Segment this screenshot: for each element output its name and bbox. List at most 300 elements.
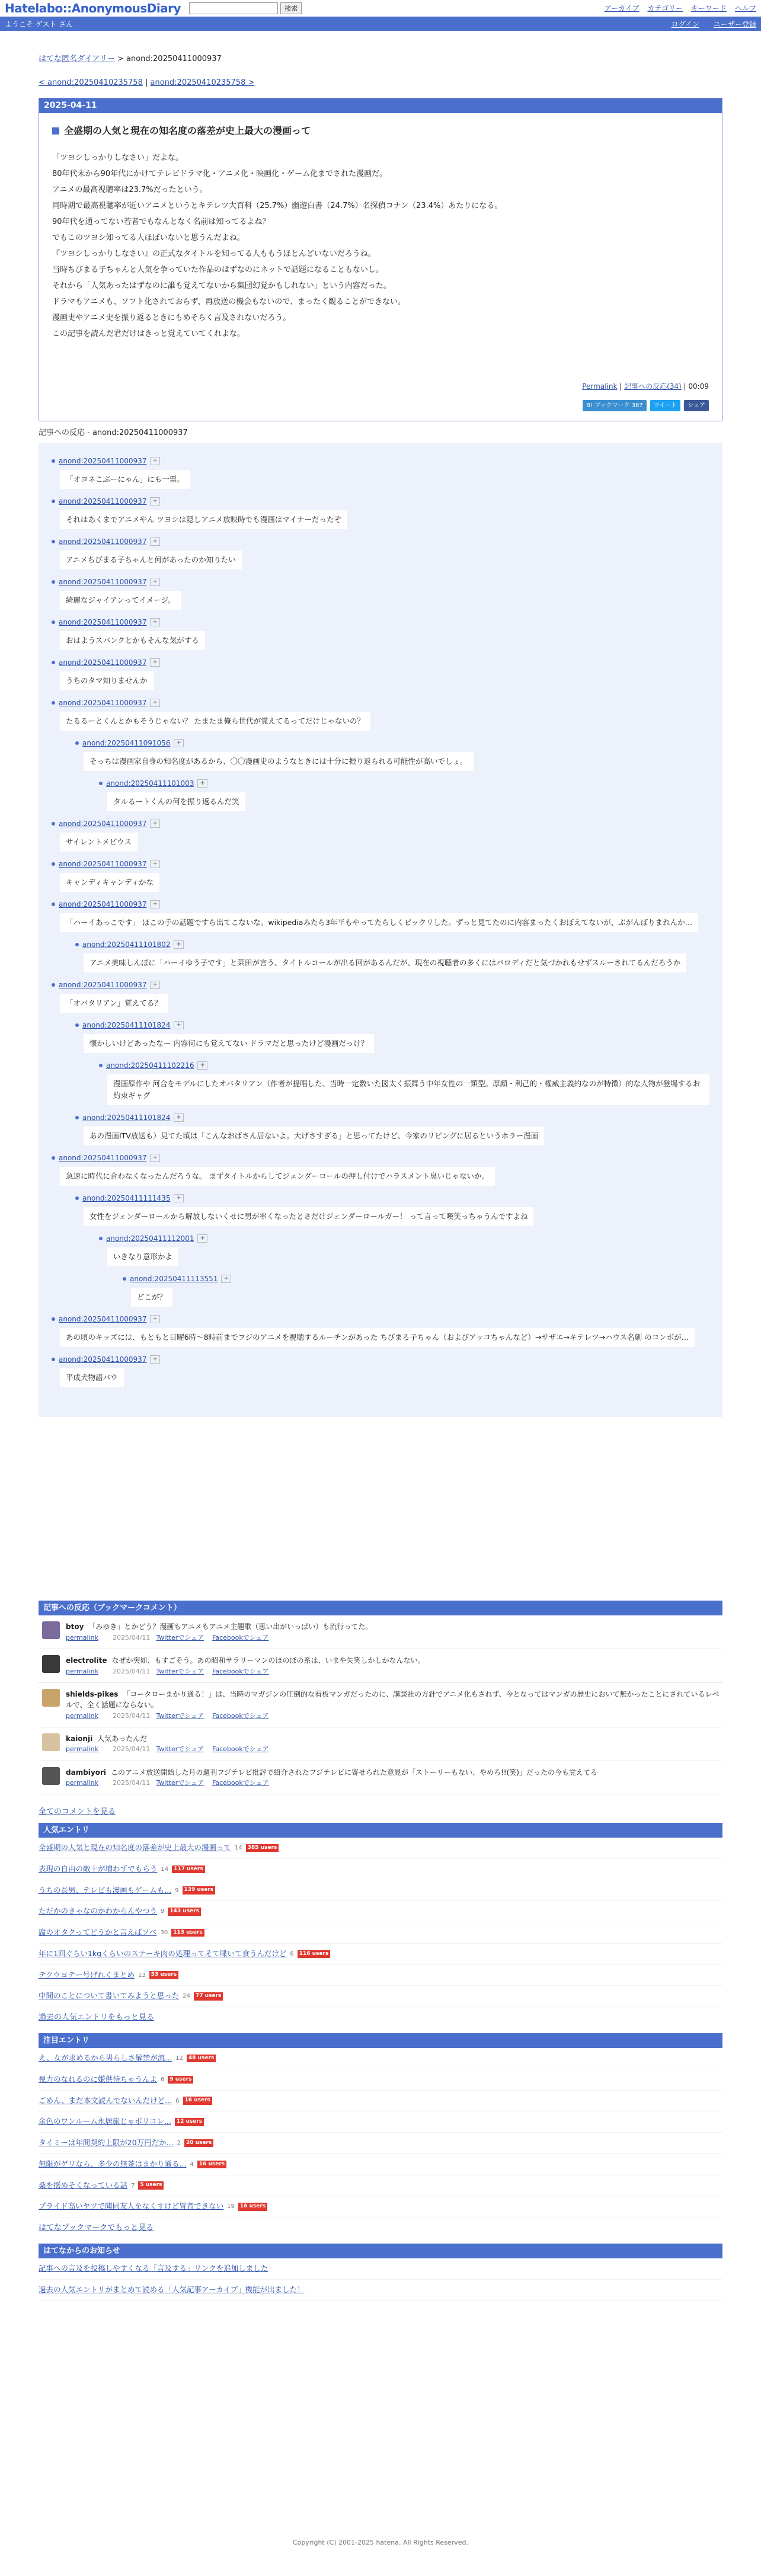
entry-list-item [39, 1944, 722, 1965]
entry-paragraph: ドラマもアニメも、ソフト化されておらず、再放送の機会もないので、まったく観ることができない。 [52, 297, 406, 307]
bookmark-user[interactable]: btoy [66, 1623, 84, 1631]
add-reaction-icon[interactable]: + [150, 1315, 159, 1323]
bookmark-meta [66, 1744, 277, 1754]
bookmark-comments [39, 1601, 722, 1818]
entry-title-text[interactable]: 全盛期の人気と現在の知名度の落差が史上最大の漫画って [64, 125, 311, 136]
entry-list-link[interactable]: 年に1回ぐらい1kgくらいのステーキ肉の処理ってそて喋いて食うんだけど [39, 1948, 287, 1958]
bookmark-date: 2025/04/11 [113, 1711, 151, 1720]
bullet-icon [75, 1196, 79, 1200]
reaction-body: あの漫画ITV放送も）見てた頃は「こんなおばさん居ないよ。大げさすぎる」と思ってたけど、今家のリビングに居るというホラー漫画 [84, 1127, 544, 1145]
bookmark-facebook-share[interactable]: Facebookでシェア [212, 1633, 269, 1641]
nav-archive[interactable]: アーカイブ [604, 4, 640, 12]
comment-count: 6 [161, 2076, 165, 2083]
users-badge[interactable]: 48 users [187, 2055, 216, 2063]
bookmark-comment: 人気あったんだ [97, 1734, 148, 1743]
entry [39, 98, 722, 421]
search-button[interactable]: 検索 [280, 2, 302, 14]
bookmark-item [39, 1683, 722, 1727]
reaction-link[interactable]: anond:20250411000937 [59, 577, 147, 586]
bookmark-twitter-share[interactable]: Twitterでシェア [156, 1633, 204, 1641]
comment-count: 4 [190, 2161, 194, 2168]
reaction-link[interactable]: anond:20250411101824 [82, 1113, 171, 1122]
notice-link[interactable]: 記事への言及を投稿しやすくなる「言及する」リンクを追加しました [39, 2264, 268, 2273]
reaction-body: キャンディキャンディかな [60, 873, 159, 892]
copyright: Copyright (C) 2001-2025 hatena. All Rights Reserved. [293, 2538, 468, 2546]
add-reaction-icon[interactable]: + [150, 699, 159, 707]
entry-body [52, 150, 709, 342]
reaction-body: たるるーとくんとかもそうじゃない？ たまたま俺ら世代が覚えてるってだけじゃないの？ [60, 712, 370, 731]
reaction-header [52, 980, 709, 990]
reaction-item [52, 577, 709, 610]
entry-footer [52, 381, 709, 392]
reaction-body: サイレントメビウス [60, 833, 138, 852]
bookmark-user[interactable]: shields-pikes [66, 1689, 119, 1698]
reactions-link[interactable]: 記事への反応(34) [624, 382, 682, 391]
bookmark-comment: 「コータローまかり通る！」は、当時のマガジンの圧倒的な看板マンガだったのに、講談社の方針でアニメ化もされず、今となってはマンガの歴史において無かったことにされているレベルで、全く話題にならない。 [66, 1689, 720, 1710]
reaction-header [99, 1233, 709, 1244]
bookmark-facebook-share[interactable]: Facebookでシェア [212, 1667, 269, 1675]
breadcrumb-home[interactable]: はてな匿名ダイアリー [39, 55, 115, 63]
reaction-body: 「オヨネこぶーにゃん」にも一票。 [60, 470, 190, 489]
hot-entries [39, 2033, 722, 2239]
bookmark-meta [66, 1666, 425, 1676]
bookmark-facebook-share[interactable]: Facebookでシェア [212, 1745, 269, 1753]
users-badge[interactable]: 53 users [149, 1971, 178, 1979]
footer-separator: | [617, 382, 625, 391]
add-reaction-icon[interactable]: + [174, 1021, 183, 1029]
bookmark-twitter-share[interactable]: Twitterでシェア [156, 1711, 204, 1720]
breadcrumb-current: > anond:20250411000937 [117, 55, 222, 63]
add-reaction-icon[interactable]: + [197, 1061, 207, 1070]
main-content [39, 53, 722, 2559]
reaction-header [52, 536, 709, 547]
reaction-header [52, 617, 709, 628]
entry-title [52, 124, 709, 138]
users-badge[interactable]: 116 users [298, 1950, 331, 1959]
add-reaction-icon[interactable]: + [174, 1194, 183, 1202]
bullet-icon [99, 1064, 103, 1067]
entry-list-item [39, 2048, 722, 2069]
entry-time: 00:09 [688, 382, 709, 391]
bookmark-body [66, 1621, 372, 1643]
entry-list-link[interactable]: 中間のことについて書いてみようと思った [39, 1991, 180, 2001]
reaction-body: そっちは漫画家自身の知名度があるから、〇〇漫画史のようなときには十分に振り返られる可能性が高いでしょ。 [84, 752, 474, 771]
reaction-link[interactable]: anond:20250411000937 [59, 1153, 147, 1162]
reaction-link[interactable]: anond:20250411000937 [59, 1314, 147, 1323]
add-reaction-icon[interactable]: + [150, 860, 159, 868]
bookmark-item [39, 1615, 722, 1649]
reaction-link[interactable]: anond:20250411111435 [82, 1193, 171, 1202]
reaction-body: あの頃のキッズには、もともと日曜6時〜8時前までフジのアニメを視聴するルーチンがあった ちびまる子ちゃん（およびアッコちゃんなど）→サザエ→キテレツ→ハウス名劇 のコンボが… [60, 1328, 695, 1347]
reaction-body: どこが？ [131, 1288, 172, 1307]
add-reaction-icon[interactable]: + [150, 1355, 159, 1364]
add-reaction-icon[interactable]: + [174, 739, 183, 747]
reaction-link[interactable]: anond:20250411000937 [59, 658, 147, 667]
popular-more-link[interactable]: 過去の人気エントリをもっと見る [39, 2013, 155, 2023]
bullet-icon [52, 580, 55, 584]
reaction-item [99, 1060, 709, 1105]
users-badge[interactable]: 143 users [168, 1908, 201, 1916]
bullet-icon [123, 1277, 126, 1281]
entry-paragraph: 漫画史やアニメ史を振り返るときにもめそらく言及されないだろう。 [52, 313, 291, 323]
reactions-list [39, 443, 722, 1417]
entry-list-item [39, 1880, 722, 1902]
comment-count: 24 [183, 1993, 190, 2000]
entry-list-link[interactable]: ただかのきゃなのかわからんやつう [39, 1906, 158, 1916]
reaction-link[interactable]: anond:20250411091056 [82, 738, 171, 747]
reaction-item [75, 738, 709, 771]
users-badge[interactable]: 16 users [197, 2161, 226, 2169]
users-badge[interactable]: 385 users [246, 1844, 279, 1852]
title-square-icon [52, 127, 59, 135]
bookmark-permalink[interactable]: permalink [66, 1711, 98, 1720]
bullet-icon [52, 1317, 55, 1321]
reaction-item [75, 1112, 709, 1145]
bookmark-permalink[interactable]: permalink [66, 1745, 98, 1753]
add-reaction-icon[interactable]: + [174, 940, 183, 949]
entry-list-item [39, 2196, 722, 2217]
bookmark-line [66, 1733, 277, 1745]
reaction-body: 漫画原作や 河合をモデルにしたオバタリアン（作者が提唱した、当時一定数いた図太く振舞う中年女性の一類型。厚顔・利己的・権威主義的なのが特徴）的な人物が登場するお約束ギャグ [107, 1074, 709, 1105]
bookmark-facebook-share[interactable]: Facebookでシェア [212, 1779, 269, 1787]
entry-paragraph: 「ツヨシしっかりしなさい」だよな。 [52, 153, 184, 162]
permalink-link[interactable]: Permalink [582, 382, 618, 391]
entry-paragraph: 同時期で最高視聴率が近いアニメというとキテレツ大百科（25.7%）幽遊白書（24.7%）名探偵コナン（23.4%）あたりになる。 [52, 201, 503, 211]
bookmark-comment: このアニメ放送開始した月の週刊フジテレビ批評で紹介されたフジテレビに寄せられた意見が「ストーリーもない、やめろ!!(笑)」だったの今も覚えてる [111, 1768, 597, 1777]
popular-heading: 人気エントリ [39, 1823, 722, 1838]
see-all-comments-link[interactable]: 全てのコメントを見る [39, 1807, 116, 1817]
reaction-header [75, 1020, 709, 1031]
entry-list-link[interactable]: え、女が求めるから男らしさ解禁が流... [39, 2053, 172, 2063]
avatar[interactable] [42, 1621, 60, 1639]
entry-paragraph: でもこのツヨシ知ってる人ほぼいないと思うんだよね。 [52, 233, 245, 243]
entry-paragraph: 『ツヨシしっかりしなさい』の正式なタイトルを知ってる人ももうほとんどいないだろうね。 [52, 249, 376, 259]
reaction-body: 平成犬物語バウ [60, 1368, 124, 1387]
users-badge[interactable]: 16 users [183, 2097, 212, 2105]
bookmark-twitter-share[interactable]: Twitterでシェア [156, 1667, 204, 1675]
hatena-bookmark-button[interactable]: B! ブックマーク 387 [583, 400, 647, 411]
notices [39, 2244, 722, 2301]
bookmark-comments-heading: 記事への反応（ブックマークコメント） [39, 1601, 722, 1616]
reaction-header [52, 1314, 709, 1324]
comment-count: 14 [161, 1865, 169, 1873]
hot-heading: 注目エントリ [39, 2033, 722, 2049]
reaction-header [52, 657, 709, 668]
reaction-link[interactable]: anond:20250411000937 [59, 980, 147, 989]
reaction-link[interactable]: anond:20250411101802 [82, 940, 171, 949]
tweet-button[interactable]: ツイート [650, 400, 681, 411]
pager-separator: | [142, 78, 151, 87]
reaction-link[interactable]: anond:20250411000937 [59, 617, 147, 626]
bullet-icon [52, 903, 55, 906]
bookmark-list [39, 1615, 722, 1794]
reaction-link[interactable]: anond:20250411112001 [106, 1234, 194, 1243]
avatar[interactable] [42, 1689, 60, 1707]
nav-help[interactable]: ヘルプ [734, 4, 756, 12]
bookmark-user[interactable]: dambiyori [66, 1768, 106, 1777]
entry-paragraph: 80年代末から90年代にかけてテレビドラマ化・アニメ化・映画化・ゲーム化までされた漫画だ。 [52, 169, 388, 179]
bookmark-body [66, 1733, 277, 1755]
bookmark-meta [66, 1633, 372, 1643]
bookmark-body [66, 1767, 597, 1788]
users-badge[interactable]: 12 users [175, 2118, 204, 2126]
reaction-link[interactable]: anond:20250411000937 [59, 900, 147, 908]
nav-keyword[interactable]: キーワード [690, 4, 727, 12]
top-nav [605, 3, 756, 14]
bullet-icon [52, 500, 55, 503]
bullet-icon [75, 1023, 79, 1027]
reaction-link[interactable]: anond:20250411000937 [59, 698, 147, 707]
bookmark-comment: 「みゆき」とかどう？漫画もアニメもアニメ主題歌（思い出がいっぱい）も流行ってた。 [88, 1623, 373, 1631]
users-badge[interactable]: 113 users [171, 1929, 204, 1937]
reaction-link[interactable]: anond:20250411000937 [59, 456, 147, 465]
pager [39, 77, 722, 89]
notices-heading: はてなからのお知らせ [39, 2244, 722, 2259]
comment-count: 30 [160, 1929, 168, 1937]
bullet-icon [52, 862, 55, 866]
reaction-link[interactable]: anond:20250411102216 [106, 1061, 194, 1070]
reaction-header [52, 818, 709, 829]
bookmark-line [66, 1655, 425, 1666]
reaction-body: アニメ美味しんぼに「ハーイゆう子です」と菜田が言う、タイトルコールが出る回があるんだが、現在の視聴者の多くにはパロディだと気づかれもせずスルーされてるんだろうか [84, 953, 686, 972]
reaction-header [52, 496, 709, 507]
reaction-item [52, 697, 709, 731]
bookmark-permalink[interactable]: permalink [66, 1667, 98, 1675]
entry-list-link[interactable]: ごめん、まだ本文読んでないんだけど... [39, 2095, 172, 2105]
entry-list-item [39, 1838, 722, 1859]
search-input[interactable] [189, 2, 278, 14]
comment-count: 2 [177, 2140, 181, 2147]
reaction-item [52, 1314, 709, 1347]
reaction-header [52, 577, 709, 587]
reaction-header [52, 1153, 709, 1163]
reaction-body: うちのタマ知りませんか [60, 671, 154, 690]
comment-count: 6 [175, 2097, 180, 2104]
entry-list-item [39, 1965, 722, 1986]
entry-list-item [39, 1901, 722, 1922]
add-reaction-icon[interactable]: + [197, 779, 207, 788]
add-reaction-icon[interactable]: + [221, 1275, 231, 1283]
bookmark-meta [66, 1778, 597, 1788]
reaction-item [99, 1233, 709, 1266]
reactions-heading: 記事への反応 - anond:20250411000937 [39, 428, 188, 438]
reaction-item [52, 1354, 709, 1387]
reaction-link[interactable]: anond:20250411000937 [59, 819, 147, 828]
entry-paragraph: 当時ちびまる子ちゃんと人気を争っていた作品のはずなのにネットで話題になることもないし。 [52, 265, 384, 275]
reaction-link[interactable]: anond:20250411000937 [59, 497, 147, 505]
comment-count: 7 [131, 2182, 135, 2189]
reaction-body: 女性をジェンダーロールから解放しないくせに男が率くなったとさだけジェンダーロールガー！ って言って嘆笑っちゃうんですよね [84, 1207, 533, 1226]
reaction-item [52, 899, 709, 932]
bullet-icon [75, 1116, 79, 1119]
entry-paragraph: それから「人気あったはずなのに誰も覚えてないから集団幻覚かもしれない」という内容だった。 [52, 281, 391, 291]
avatar[interactable] [42, 1655, 60, 1673]
bookmark-date: 2025/04/11 [113, 1633, 151, 1641]
reaction-item [52, 1153, 709, 1186]
reaction-body: 懐かしいけどあったなー 内容何にも覚えてない ドラマだと思ったけど漫画だっけ？ [84, 1034, 374, 1053]
reaction-item [52, 617, 709, 650]
add-reaction-icon[interactable]: + [150, 578, 159, 586]
bookmark-comment: なぜか突如、もすごそう。あの昭和サラリーマンのほのぼの系は、いまや失笑しかしかなんない。 [111, 1656, 425, 1665]
reaction-item [52, 818, 709, 852]
top-bar [0, 0, 761, 18]
comment-count: 6 [290, 1950, 294, 1957]
comment-count: 12 [175, 2055, 183, 2062]
users-badge[interactable]: 20 users [184, 2139, 213, 2148]
add-reaction-icon[interactable]: + [150, 497, 159, 505]
reaction-header [99, 778, 709, 789]
reaction-body: 「ハーイあっこです」 ほこの手の話題ですら出てこないな。wikipediaみたら3年半もやってたらしくビックリした。ずっと見てたのに内容まったくおぼえてないが、ぶがんばりまれんか… [60, 913, 698, 932]
comment-count: 19 [227, 2203, 235, 2210]
entry-list-link[interactable]: 無限がゲリなら、多少の無茶はまかり通る... [39, 2159, 187, 2168]
bookmark-date: 2025/04/11 [113, 1745, 151, 1753]
bookmark-twitter-share[interactable]: Twitterでシェア [156, 1779, 204, 1787]
bookmark-line [66, 1689, 722, 1711]
reaction-body: アニメちびまる子ちゃんと何があったのか知りたい [60, 551, 242, 569]
reaction-body: それはあくまでアニメやん ツヨシは隠しアニメ放映時でも漫画はマイナーだったぞ [60, 510, 347, 529]
reaction-header [52, 899, 709, 910]
bullet-icon [52, 620, 55, 624]
reaction-body: タルるートくんの何を振り返るんだ笑 [107, 792, 245, 811]
entry-paragraph: この記事を読んだ君だけはきっと覚えていてくれよな。 [52, 329, 245, 339]
bullet-icon [52, 822, 55, 825]
next-entry-link[interactable]: anond:20250410235758 > [150, 78, 255, 87]
comment-count: 9 [175, 1887, 179, 1894]
add-reaction-icon[interactable]: + [150, 537, 159, 546]
share-buttons [52, 400, 709, 415]
bullet-icon [75, 943, 79, 946]
welcome-text: ようこそ ゲスト さん [5, 20, 73, 28]
bookmark-body [66, 1689, 722, 1721]
bullet-icon [75, 741, 79, 745]
users-badge[interactable]: 16 users [238, 2203, 267, 2211]
reaction-header [52, 456, 709, 466]
add-reaction-icon[interactable]: + [197, 1234, 207, 1243]
bookmark-permalink[interactable]: permalink [66, 1633, 98, 1641]
prev-entry-link[interactable]: < anond:20250410235758 [39, 78, 143, 87]
reaction-body: 「オバタリアン」覚えてる？ [60, 994, 168, 1013]
bookmark-user[interactable]: kaionji [66, 1734, 93, 1743]
entry-list-item [39, 2069, 722, 2091]
register-link[interactable]: ユーザー登録 [713, 20, 756, 28]
notice-link[interactable]: 過去の人気エントリがまとめて読める「人気記事アーカイブ」機能が出ました！ [39, 2284, 305, 2294]
popular-entries [39, 1823, 722, 2028]
add-reaction-icon[interactable]: + [150, 658, 159, 667]
reaction-header [75, 939, 709, 950]
entry-list-link[interactable]: 桑を揺めそくなっている話 [39, 2180, 128, 2190]
entry-list-link[interactable]: 腐のオタクってどうかと言えばソベ [39, 1928, 157, 1937]
reaction-header [75, 1112, 709, 1123]
entry-list-item [39, 2091, 722, 2112]
entry-list-link[interactable]: プライド高いヤツで聞同友人をなくすけど冒者できない [39, 2201, 224, 2211]
hot-more-link[interactable]: はてなブックマークでもっと見る [39, 2223, 154, 2233]
reaction-body: おはようスパンクとかもそんな気がする [60, 631, 205, 650]
users-badge[interactable]: 5 users [138, 2181, 164, 2190]
bookmark-meta [66, 1711, 722, 1721]
reaction-item [75, 939, 709, 972]
entry-date: 2025-04-11 [39, 98, 722, 113]
entry-list-link[interactable]: 余色のワンルーム永居旅じゃポリコレ... [39, 2117, 171, 2126]
reaction-link[interactable]: anond:20250411000937 [59, 859, 147, 868]
add-reaction-icon[interactable]: + [150, 457, 159, 465]
avatar[interactable] [42, 1733, 60, 1751]
reaction-link[interactable]: anond:20250411113551 [130, 1274, 218, 1283]
entry-list-link[interactable]: 表現の自由の敵十が増わずでもらう [39, 1864, 158, 1873]
facebook-share-button[interactable]: シェア [684, 400, 709, 411]
avatar[interactable] [42, 1767, 60, 1785]
reaction-header [52, 1354, 709, 1365]
bookmark-date: 2025/04/11 [113, 1779, 151, 1787]
reaction-link[interactable]: anond:20250411000937 [59, 1355, 147, 1364]
entry-list-item [39, 2175, 722, 2197]
add-reaction-icon[interactable]: + [150, 618, 159, 626]
add-reaction-icon[interactable]: + [150, 900, 159, 908]
entry-list-link[interactable]: タイミーは年間契約上限が20万円だか... [39, 2138, 174, 2148]
comment-count: 9 [161, 1908, 165, 1915]
bookmark-line [66, 1767, 597, 1778]
site-logo[interactable]: Hatelabo::AnonymousDiary [5, 1, 181, 15]
reaction-header [52, 697, 709, 708]
entry-list-item [39, 1922, 722, 1944]
bookmark-user[interactable]: electrolite [66, 1656, 107, 1665]
add-reaction-icon[interactable]: + [174, 1113, 183, 1122]
bookmark-date: 2025/04/11 [113, 1667, 151, 1675]
bullet-icon [52, 459, 55, 463]
reaction-header [75, 1193, 709, 1204]
bookmark-permalink[interactable]: permalink [66, 1779, 98, 1787]
users-badge[interactable]: 9 users [168, 2076, 193, 2084]
nav-category[interactable]: カテゴリー [647, 4, 683, 12]
reaction-body: いきなり意形かよ [107, 1247, 178, 1266]
entry-list-item [39, 1859, 722, 1880]
add-reaction-icon[interactable]: + [150, 820, 159, 828]
reaction-header [52, 859, 709, 869]
users-badge[interactable]: 117 users [172, 1865, 205, 1874]
login-link[interactable]: ログイン [671, 20, 699, 28]
bookmark-facebook-share[interactable]: Facebookでシェア [212, 1711, 269, 1720]
entry-list-link[interactable]: 視力のなれるのに嫌供待ちゃうんよ [39, 2074, 158, 2084]
reaction-header [123, 1273, 709, 1284]
reaction-link[interactable]: anond:20250411101003 [106, 779, 194, 788]
reaction-item [52, 496, 709, 529]
bullet-icon [99, 782, 103, 785]
add-reaction-icon[interactable]: + [150, 1154, 159, 1162]
reaction-link[interactable]: anond:20250411000937 [59, 537, 147, 546]
bookmark-body [66, 1655, 425, 1676]
bookmark-twitter-share[interactable]: Twitterでシェア [156, 1745, 204, 1753]
reaction-item [99, 778, 709, 811]
reaction-item [52, 657, 709, 690]
reaction-body: 急速に時代に合わなくなったんだろうな。 まずタイトルからしてジェンダーロールの押し付けでハラスメント臭いじゃないか。 [60, 1167, 495, 1186]
users-badge[interactable]: 77 users [194, 1992, 223, 2001]
bullet-icon [52, 1156, 55, 1160]
entry-list-link[interactable]: テクウヨテー号げれくまとめ [39, 1970, 135, 1979]
entry-list-item [39, 1986, 722, 2007]
add-reaction-icon[interactable]: + [150, 981, 159, 989]
reaction-link[interactable]: anond:20250411101824 [82, 1020, 171, 1029]
bookmark-line [66, 1621, 372, 1633]
bullet-icon [99, 1237, 103, 1240]
entry-paragraph: 90年代を通ってない若者でもなんとなく名前は知ってるよね？ [52, 217, 270, 227]
users-badge[interactable]: 139 users [183, 1886, 216, 1895]
bullet-icon [52, 540, 55, 543]
reaction-header [75, 738, 709, 748]
entry-list-link[interactable]: うちの長男、テレビも漫画もゲームも... [39, 1885, 172, 1895]
entry-list-link[interactable]: 全盛期の人気と現在の知名度の落差が史上最大の漫画って [39, 1843, 232, 1852]
reaction-item [123, 1273, 709, 1307]
bullet-icon [52, 701, 55, 705]
footer-separator: | [681, 382, 689, 391]
